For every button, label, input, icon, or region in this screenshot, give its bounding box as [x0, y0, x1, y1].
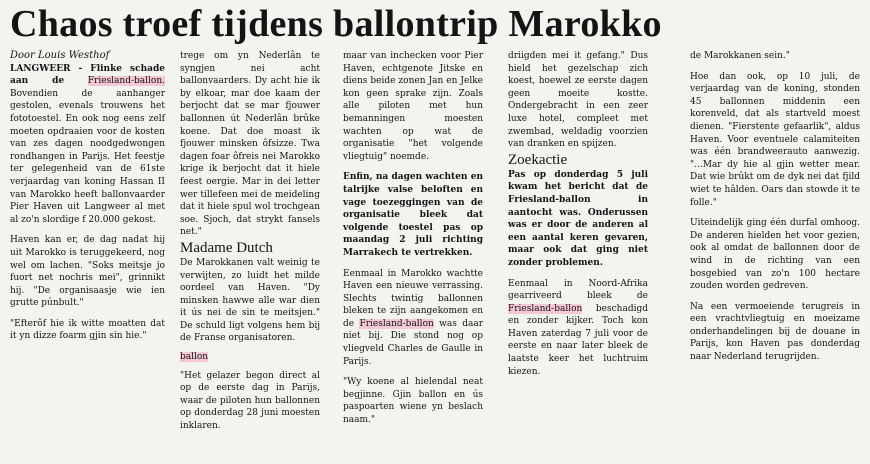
subheading-madame-dutch: Madame Dutch — [180, 239, 273, 256]
column-4 — [508, 50, 648, 378]
paragraph: Haven kan er, de dag nadat hij uit Marokko is teruggekeerd, nog wel om lachen. "Soks meitsje jo fuort net nochris mei", grinnikt hij. "De organisaasje wie ien grutte púnbult." — [10, 235, 165, 309]
paragraph: Pas op donderdag 5 juli kwam het bericht dat de Friesland-ballon in aantocht was. Onderussen was er door de anderen al een aantal keren gevaren, maar ook dat ging niet zonder problemen. — [508, 169, 648, 268]
paragraph — [508, 278, 648, 379]
paragraph-text: beschadigd en zonder kijker. Toch kon Haven zaterdag 7 juli voor de eerste en naar later bleek de laatste keer het luchtruim kiezen. — [508, 303, 648, 377]
column-5 — [690, 50, 860, 364]
paragraph: "Het gelazer begon direct al op de eerste dag in Parijs, waar de piloten hun ballonnen op donderdag 28 juni moesten inklaren. — [180, 370, 320, 432]
paragraph: De Marokkanen valt weinig te verwijten, zo luidt het milde oordeel van Haven. "Dy minsken hawwe alle war dien it ús nei de sin te meitsjen." De schuld ligt volgens hem bij de Franse organisatoren. — [180, 257, 320, 344]
paragraph: Bovendien de aanhanger gestolen, evenals trouwens het fototoestel. En ook nog eens zelf moeten opdraaien voor de kosten van zes dagen noodgedwongen rondhangen in Parijs. Het feestje ter gelegenheid van de 61ste verjaardag van koning Hassan II van Marokko heeft ballonvaarder Pier Haven uit Langweer al met al zo'n slordige f 20.000 gekost. — [10, 88, 165, 225]
subheading-zoekactie: Zoekactie — [508, 151, 568, 168]
paragraph: Hoe dan ook, op 10 juli, de verjaardag van de koning, stonden 45 ballonnen middenin een korenveld, dat als startveld moest dienen. "Fierstente gefaarlik", aldus Haven. Voor eventuele calamiteiten was één brandweerauto aanwezig. "...Mar dy hie al gjin wetter mear. Dat wie brûkt om de dyk nei dat fjild wiet te hâlden. Oars dan stowde it te folle." — [690, 71, 860, 208]
column-1 — [10, 50, 165, 343]
column-3 — [343, 50, 483, 427]
highlight-ballon: ballon — [180, 352, 209, 363]
lead-text: LANGWEER - Flinke schade aan de — [10, 63, 165, 87]
paragraph: Uiteindelijk ging één durfal omhoog. De anderen hielden het voor gezien, ook al omdat de ballonnen door de wind in de richting van een bosgebied van zo'n 100 hectare zouden worden gedreven. — [690, 218, 860, 292]
paragraph: maar van inchecken voor Pier Haven, echtgenote Jitske en diens beide zonen Jan en Jelke kon geen sprake zijn. Zoals alle piloten met hun bemanningen moesten wachten op wat de organisatie "het volgende vliegtuig" noemde. — [343, 51, 483, 162]
byline: Door Louis Westhof — [10, 50, 110, 61]
paragraph: trege om yn Nederlân te syngjen nei acht ballonvaarders. Dy acht hie ik by elkoar, mar doe kaam der berjocht dat se mar fjouwer ballonnen út Nederlân brûke koene. Dat doe moast ik fjouwer minsken ôfsizze. Twa dagen foar ôfreis nei Marokko krige ik berjocht dat it hiele feest oergie. Mar in dei letter wer tillefeen mei de meideling dat it hiele spul wol trochgean soe. Sjoch, dat strykt fansels net." — [180, 51, 320, 238]
highlight-friesland-ballon: Friesland-ballon — [359, 318, 434, 329]
highlight-friesland-ballon: Friesland-ballon — [508, 303, 583, 314]
highlight-friesland-ballon: Friesland-ballon. — [87, 76, 165, 87]
headline: Chaos troef tijdens ballontrip Marokko — [10, 3, 662, 45]
column-2 — [180, 50, 320, 433]
paragraph: driigden mei it gefang." Dus hield het gezelschap zich koest, hoewel ze eerste dagen geen moeite kostte. Ondergebracht in een zeer luxe hotel, compleet met zwembad, weldadig voorzien van dranken en spijzen. — [508, 51, 648, 150]
paragraph: Na een vermoeiende terugreis in een vrachtvliegtuig en moeizame onderhandelingen bij de douane in Parijs, kon Haven pas donderdag naar Nederland terugrijden. — [690, 301, 860, 363]
paragraph-text: Eenmaal in Marokko wachtte Haven een nieuwe verrassing. Slechts twintig ballonnen bleken te zijn aangekomen en de — [343, 268, 483, 329]
paragraph-text: Eenmaal in Noord-Afrika gearriveerd bleek de — [508, 278, 648, 302]
paragraph: Enfin, na dagen wachten en talrijke valse beloften en vage toezeggingen van de organisatie bleek dat volgende toestel pas op maandag 2 juli richting Marrakech te vertrekken. — [343, 172, 483, 258]
paragraph — [180, 351, 320, 364]
article-lead — [10, 63, 165, 227]
paragraph-text: was daar niet bij. Die stond nog op vliegveld Charles de Gaulle in Parijs. — [343, 318, 483, 367]
paragraph: "Wy koene al hielendal neat begjinne. Gjin ballon en ús paspoarten wiene yn beslach naam." — [343, 377, 483, 426]
paragraph — [343, 268, 483, 369]
paragraph: de Marokkanen sein." — [690, 51, 790, 61]
paragraph: "Efterôf hie ik witte moatten dat it yn dizze foarm gjin sin hie." — [10, 318, 165, 342]
